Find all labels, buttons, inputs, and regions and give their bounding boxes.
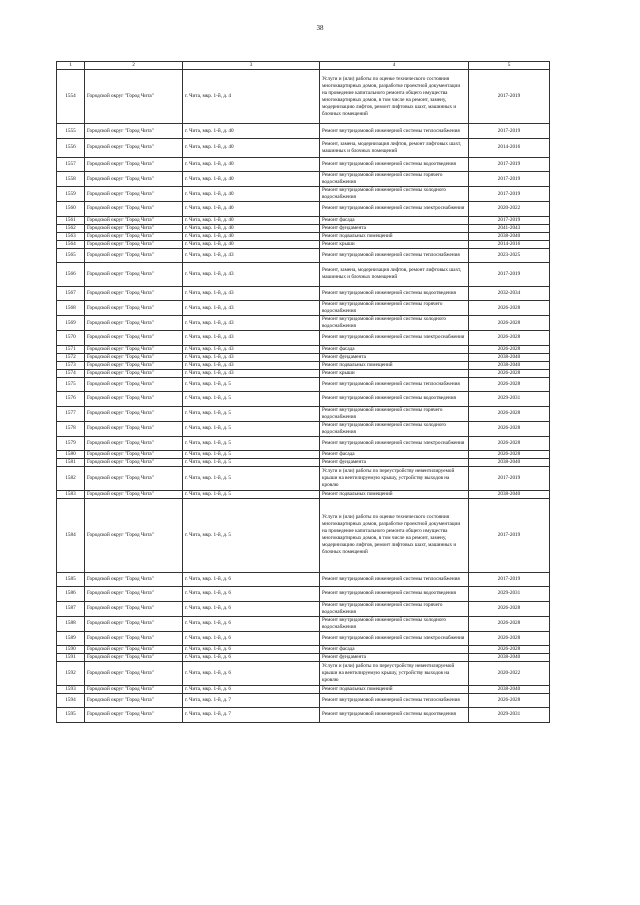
header-col-2: 2 <box>85 62 183 70</box>
row-address: г. Чита, мкр. 1-й, д. 40 <box>183 240 320 248</box>
row-period: 2032-2034 <box>469 286 550 300</box>
row-number: 1560 <box>57 202 85 216</box>
table-row <box>57 708 550 722</box>
row-number: 1571 <box>57 345 85 353</box>
table-row <box>57 353 550 361</box>
table-row <box>57 572 550 586</box>
row-period: 2017-2019 <box>469 467 550 491</box>
table-row <box>57 654 550 662</box>
header-col-4: 4 <box>320 62 469 70</box>
capital-repair-table <box>56 61 550 723</box>
row-address: г. Чита, мкр. 1-й, д. 5 <box>183 498 320 572</box>
table-row <box>57 406 550 421</box>
row-number: 1588 <box>57 616 85 631</box>
row-work-type: Ремонт крыши <box>320 240 469 248</box>
row-address: г. Чита, мкр. 1-й, д. 43 <box>183 369 320 377</box>
row-work-type: Ремонт внутридомовой инженерной системы водоотведения <box>320 286 469 300</box>
row-number: 1583 <box>57 490 85 498</box>
row-work-type: Ремонт фасада <box>320 646 469 654</box>
row-period: 2020-2022 <box>469 662 550 686</box>
row-municipality: Городской округ "Город Чита" <box>85 587 183 601</box>
row-number: 1592 <box>57 662 85 686</box>
row-work-type: Ремонт внутридомовой инженерной системы водоотведения <box>320 157 469 171</box>
row-period: 2038-2040 <box>469 685 550 693</box>
row-municipality: Городской округ "Город Чита" <box>85 263 183 287</box>
row-municipality: Городской округ "Город Чита" <box>85 616 183 631</box>
row-number: 1577 <box>57 406 85 421</box>
row-period: 2026-2028 <box>469 301 550 316</box>
row-address: г. Чита, мкр. 1-й, д. 43 <box>183 353 320 361</box>
row-municipality: Городской округ "Город Чита" <box>85 498 183 572</box>
table-row <box>57 631 550 645</box>
row-work-type: Ремонт внутридомовой инженерной системы водоотведения <box>320 587 469 601</box>
table-row <box>57 662 550 686</box>
table-row <box>57 172 550 187</box>
row-period: 2026-2028 <box>469 693 550 707</box>
row-work-type: Ремонт подвальных помещений <box>320 490 469 498</box>
row-municipality: Городской округ "Город Чита" <box>85 646 183 654</box>
row-work-type: Ремонт внутридомовой инженерной системы горячего водоснабжения <box>320 172 469 187</box>
row-number: 1555 <box>57 124 85 138</box>
row-number: 1579 <box>57 436 85 450</box>
table-header-row <box>57 62 550 70</box>
table-row <box>57 263 550 287</box>
row-number: 1593 <box>57 685 85 693</box>
row-address: г. Чита, мкр. 1-й, д. 4 <box>183 70 320 124</box>
table-row <box>57 377 550 391</box>
row-work-type: Ремонт внутридомовой инженерной системы теплоснабжения <box>320 693 469 707</box>
row-work-type: Ремонт внутридомовой инженерной системы теплоснабжения <box>320 248 469 262</box>
row-municipality: Городской округ "Город Чита" <box>85 353 183 361</box>
row-work-type: Ремонт фундамента <box>320 459 469 467</box>
row-municipality: Городской округ "Город Чита" <box>85 124 183 138</box>
table-row <box>57 693 550 707</box>
row-municipality: Городской округ "Город Чита" <box>85 654 183 662</box>
row-period: 2017-2019 <box>469 157 550 171</box>
row-number: 1591 <box>57 654 85 662</box>
row-municipality: Городской округ "Город Чита" <box>85 421 183 436</box>
row-address: г. Чита, мкр. 1-й, д. 5 <box>183 467 320 491</box>
row-municipality: Городской округ "Город Чита" <box>85 459 183 467</box>
row-municipality: Городской округ "Город Чита" <box>85 392 183 406</box>
row-number: 1575 <box>57 377 85 391</box>
row-address: г. Чита, мкр. 1-й, д. 5 <box>183 451 320 459</box>
row-number: 1586 <box>57 587 85 601</box>
row-number: 1567 <box>57 286 85 300</box>
row-municipality: Городской округ "Город Чита" <box>85 631 183 645</box>
row-number: 1564 <box>57 240 85 248</box>
header-col-5: 5 <box>469 62 550 70</box>
row-number: 1561 <box>57 216 85 224</box>
row-municipality: Городской округ "Город Чита" <box>85 572 183 586</box>
row-number: 1559 <box>57 187 85 202</box>
row-address: г. Чита, мкр. 1-й, д. 43 <box>183 286 320 300</box>
row-period: 2038-2040 <box>469 232 550 240</box>
row-work-type: Ремонт фасада <box>320 345 469 353</box>
header-col-1: 1 <box>57 62 85 70</box>
row-number: 1582 <box>57 467 85 491</box>
row-work-type: Ремонт подвальных помещений <box>320 232 469 240</box>
row-municipality: Городской округ "Город Чита" <box>85 436 183 450</box>
row-number: 1576 <box>57 392 85 406</box>
row-period: 2026-2028 <box>469 406 550 421</box>
row-municipality: Городской округ "Город Чита" <box>85 490 183 498</box>
row-number: 1558 <box>57 172 85 187</box>
row-municipality: Городской округ "Город Чита" <box>85 172 183 187</box>
row-work-type: Ремонт внутридомовой инженерной системы горячего водоснабжения <box>320 601 469 616</box>
row-work-type: Ремонт фасада <box>320 216 469 224</box>
row-period: 2014-2016 <box>469 138 550 157</box>
row-period: 2017-2019 <box>469 172 550 187</box>
row-work-type: Ремонт подвальных помещений <box>320 685 469 693</box>
row-address: г. Чита, мкр. 1-й, д. 43 <box>183 248 320 262</box>
row-period: 2026-2028 <box>469 601 550 616</box>
table-row <box>57 157 550 171</box>
table-row <box>57 451 550 459</box>
row-period: 2038-2040 <box>469 361 550 369</box>
row-number: 1572 <box>57 353 85 361</box>
row-address: г. Чита, мкр. 1-й, д. 6 <box>183 631 320 645</box>
row-address: г. Чита, мкр. 1-й, д. 6 <box>183 601 320 616</box>
row-period: 2026-2028 <box>469 345 550 353</box>
row-number: 1566 <box>57 263 85 287</box>
table-row <box>57 601 550 616</box>
row-municipality: Городской округ "Город Чита" <box>85 316 183 331</box>
row-period: 2029-2031 <box>469 708 550 722</box>
row-period: 2026-2028 <box>469 631 550 645</box>
row-period: 2029-2031 <box>469 392 550 406</box>
table-row <box>57 459 550 467</box>
row-period: 2041-2043 <box>469 224 550 232</box>
table-row <box>57 316 550 331</box>
table-row <box>57 224 550 232</box>
table-row <box>57 498 550 572</box>
row-municipality: Городской округ "Город Чита" <box>85 138 183 157</box>
row-municipality: Городской округ "Город Чита" <box>85 248 183 262</box>
row-address: г. Чита, мкр. 1-й, д. 5 <box>183 490 320 498</box>
row-address: г. Чита, мкр. 1-й, д. 5 <box>183 459 320 467</box>
row-period: 2038-2040 <box>469 490 550 498</box>
row-work-type: Ремонт внутридомовой инженерной системы теплоснабжения <box>320 377 469 391</box>
table-row <box>57 369 550 377</box>
row-address: г. Чита, мкр. 1-й, д. 5 <box>183 421 320 436</box>
row-period: 2014-2016 <box>469 240 550 248</box>
row-period: 2026-2028 <box>469 616 550 631</box>
row-municipality: Городской округ "Город Чита" <box>85 157 183 171</box>
row-address: г. Чита, мкр. 1-й, д. 43 <box>183 331 320 345</box>
row-number: 1581 <box>57 459 85 467</box>
row-number: 1554 <box>57 70 85 124</box>
row-address: г. Чита, мкр. 1-й, д. 5 <box>183 436 320 450</box>
header-col-3: 3 <box>183 62 320 70</box>
row-address: г. Чита, мкр. 1-й, д. 40 <box>183 172 320 187</box>
row-municipality: Городской округ "Город Чита" <box>85 693 183 707</box>
row-municipality: Городской округ "Город Чита" <box>85 331 183 345</box>
row-number: 1578 <box>57 421 85 436</box>
row-work-type: Услуги и (или) работы по переустройству невентилируемой крыши на вентилируемую крышу, устройству выходов на кровлю <box>320 662 469 686</box>
row-work-type: Ремонт внутридомовой инженерной системы холодного водоснабжения <box>320 421 469 436</box>
row-work-type: Ремонт фундамента <box>320 654 469 662</box>
row-municipality: Городской округ "Город Чита" <box>85 224 183 232</box>
row-period: 2038-2040 <box>469 459 550 467</box>
table-row <box>57 202 550 216</box>
row-address: г. Чита, мкр. 1-й, д. 43 <box>183 361 320 369</box>
row-work-type: Ремонт внутридомовой инженерной системы теплоснабжения <box>320 572 469 586</box>
row-work-type: Ремонт внутридомовой инженерной системы электроснабжения <box>320 331 469 345</box>
row-municipality: Городской округ "Город Чита" <box>85 345 183 353</box>
table-row <box>57 646 550 654</box>
row-work-type: Ремонт фундамента <box>320 353 469 361</box>
row-address: г. Чита, мкр. 1-й, д. 40 <box>183 157 320 171</box>
row-municipality: Городской округ "Город Чита" <box>85 708 183 722</box>
row-number: 1589 <box>57 631 85 645</box>
row-municipality: Городской округ "Город Чита" <box>85 377 183 391</box>
row-work-type: Ремонт подвальных помещений <box>320 361 469 369</box>
row-work-type: Ремонт внутридомовой инженерной системы горячего водоснабжения <box>320 406 469 421</box>
row-period: 2026-2028 <box>469 451 550 459</box>
row-address: г. Чита, мкр. 1-й, д. 43 <box>183 263 320 287</box>
row-address: г. Чита, мкр. 1-й, д. 6 <box>183 572 320 586</box>
row-address: г. Чита, мкр. 1-й, д. 43 <box>183 316 320 331</box>
row-work-type: Ремонт внутридомовой инженерной системы водоотведения <box>320 708 469 722</box>
row-address: г. Чита, мкр. 1-й, д. 7 <box>183 708 320 722</box>
row-address: г. Чита, мкр. 1-й, д. 40 <box>183 138 320 157</box>
table-row <box>57 187 550 202</box>
row-municipality: Городской округ "Город Чита" <box>85 70 183 124</box>
page-number: 38 <box>316 24 324 32</box>
row-number: 1584 <box>57 498 85 572</box>
row-number: 1587 <box>57 601 85 616</box>
row-period: 2026-2028 <box>469 377 550 391</box>
row-number: 1580 <box>57 451 85 459</box>
row-period: 2017-2019 <box>469 572 550 586</box>
row-number: 1562 <box>57 224 85 232</box>
row-number: 1563 <box>57 232 85 240</box>
row-municipality: Городской округ "Город Чита" <box>85 601 183 616</box>
row-address: г. Чита, мкр. 1-й, д. 6 <box>183 662 320 686</box>
row-municipality: Городской округ "Город Чита" <box>85 369 183 377</box>
row-number: 1570 <box>57 331 85 345</box>
table-row <box>57 216 550 224</box>
row-address: г. Чита, мкр. 1-й, д. 40 <box>183 124 320 138</box>
row-address: г. Чита, мкр. 1-й, д. 6 <box>183 616 320 631</box>
row-period: 2017-2019 <box>469 124 550 138</box>
table-row <box>57 248 550 262</box>
row-work-type: Ремонт внутридомовой инженерной системы горячего водоснабжения <box>320 301 469 316</box>
row-work-type: Ремонт фасада <box>320 451 469 459</box>
row-work-type: Ремонт внутридомовой инженерной системы холодного водоснабжения <box>320 187 469 202</box>
row-period: 2026-2028 <box>469 331 550 345</box>
row-period: 2017-2019 <box>469 498 550 572</box>
row-period: 2038-2040 <box>469 654 550 662</box>
row-municipality: Городской округ "Город Чита" <box>85 467 183 491</box>
row-work-type: Ремонт крыши <box>320 369 469 377</box>
table-row <box>57 587 550 601</box>
row-address: г. Чита, мкр. 1-й, д. 7 <box>183 693 320 707</box>
row-municipality: Городской округ "Город Чита" <box>85 286 183 300</box>
table-row <box>57 286 550 300</box>
table-row <box>57 361 550 369</box>
row-work-type: Услуги и (или) работы по оценке технического состояния многоквартирных домов, разработке проектной документации на проведение капитального ремонта общего имущества многоквартирных домов, в том числе на ремонт, замену, модернизацию лифтов, ремонт лифтовых шахт, машинных и блочных помещений <box>320 498 469 572</box>
row-period: 2038-2040 <box>469 353 550 361</box>
row-work-type: Ремонт внутридомовой инженерной системы электроснабжения <box>320 631 469 645</box>
table-row <box>57 70 550 124</box>
table-row <box>57 345 550 353</box>
row-address: г. Чита, мкр. 1-й, д. 40 <box>183 202 320 216</box>
row-period: 2026-2028 <box>469 421 550 436</box>
row-period: 2026-2028 <box>469 369 550 377</box>
row-municipality: Городской округ "Город Чита" <box>85 361 183 369</box>
table-row <box>57 392 550 406</box>
row-work-type: Ремонт внутридомовой инженерной системы электроснабжения <box>320 436 469 450</box>
row-address: г. Чита, мкр. 1-й, д. 6 <box>183 587 320 601</box>
row-number: 1565 <box>57 248 85 262</box>
row-municipality: Городской округ "Город Чита" <box>85 406 183 421</box>
row-address: г. Чита, мкр. 1-й, д. 43 <box>183 345 320 353</box>
table-row <box>57 421 550 436</box>
row-work-type: Ремонт внутридомовой инженерной системы водоотведения <box>320 392 469 406</box>
row-municipality: Городской округ "Город Чита" <box>85 216 183 224</box>
row-municipality: Городской округ "Город Чита" <box>85 662 183 686</box>
row-number: 1590 <box>57 646 85 654</box>
table-row <box>57 232 550 240</box>
row-number: 1573 <box>57 361 85 369</box>
row-work-type: Ремонт внутридомовой инженерной системы теплоснабжения <box>320 124 469 138</box>
row-municipality: Городской округ "Город Чита" <box>85 451 183 459</box>
row-work-type: Услуги и (или) работы по переустройству невентилируемой крыши на вентилируемую крышу, устройству выходов на кровлю <box>320 467 469 491</box>
row-municipality: Городской округ "Город Чита" <box>85 232 183 240</box>
row-number: 1585 <box>57 572 85 586</box>
row-number: 1569 <box>57 316 85 331</box>
table-row <box>57 490 550 498</box>
row-address: г. Чита, мкр. 1-й, д. 6 <box>183 685 320 693</box>
table-row <box>57 331 550 345</box>
row-work-type: Ремонт внутридомовой инженерной системы холодного водоснабжения <box>320 316 469 331</box>
row-address: г. Чита, мкр. 1-й, д. 6 <box>183 654 320 662</box>
table-row <box>57 616 550 631</box>
row-period: 2029-2031 <box>469 587 550 601</box>
row-address: г. Чита, мкр. 1-й, д. 40 <box>183 224 320 232</box>
row-number: 1595 <box>57 708 85 722</box>
table-row <box>57 467 550 491</box>
row-municipality: Городской округ "Город Чита" <box>85 202 183 216</box>
row-period: 2017-2019 <box>469 70 550 124</box>
row-number: 1556 <box>57 138 85 157</box>
row-number: 1557 <box>57 157 85 171</box>
row-work-type: Ремонт, замена, модернизация лифтов, ремонт лифтовых шахт, машинных и блочных помещений <box>320 138 469 157</box>
row-address: г. Чита, мкр. 1-й, д. 5 <box>183 406 320 421</box>
row-work-type: Ремонт, замена, модернизация лифтов, ремонт лифтовых шахт, машинных и блочных помещений <box>320 263 469 287</box>
row-municipality: Городской округ "Город Чита" <box>85 685 183 693</box>
row-address: г. Чита, мкр. 1-й, д. 5 <box>183 392 320 406</box>
row-period: 2023-2025 <box>469 248 550 262</box>
row-municipality: Городской округ "Город Чита" <box>85 240 183 248</box>
row-period: 2017-2019 <box>469 187 550 202</box>
row-address: г. Чита, мкр. 1-й, д. 6 <box>183 646 320 654</box>
table-row <box>57 124 550 138</box>
row-municipality: Городской округ "Город Чита" <box>85 301 183 316</box>
row-work-type: Ремонт внутридомовой инженерной системы электроснабжения <box>320 202 469 216</box>
row-address: г. Чита, мкр. 1-й, д. 40 <box>183 232 320 240</box>
table-row <box>57 138 550 157</box>
table-row <box>57 685 550 693</box>
table-row <box>57 240 550 248</box>
row-period: 2020-2022 <box>469 202 550 216</box>
row-number: 1568 <box>57 301 85 316</box>
row-work-type: Услуги и (или) работы по оценке технического состояния многоквартирных домов, разработке проектной документации на проведение капитального ремонта общего имущества многоквартирных домов, в том числе на ремонт, замену, модернизацию лифтов, ремонт лифтовых шахт, машинных и блочных помещений <box>320 70 469 124</box>
row-address: г. Чита, мкр. 1-й, д. 5 <box>183 377 320 391</box>
row-period: 2026-2028 <box>469 436 550 450</box>
row-address: г. Чита, мкр. 1-й, д. 43 <box>183 301 320 316</box>
row-work-type: Ремонт внутридомовой инженерной системы холодного водоснабжения <box>320 616 469 631</box>
table-row <box>57 301 550 316</box>
table-row <box>57 436 550 450</box>
row-period: 2017-2019 <box>469 263 550 287</box>
row-period: 2026-2028 <box>469 316 550 331</box>
row-address: г. Чита, мкр. 1-й, д. 40 <box>183 187 320 202</box>
row-number: 1594 <box>57 693 85 707</box>
row-period: 2026-2028 <box>469 646 550 654</box>
row-address: г. Чита, мкр. 1-й, д. 40 <box>183 216 320 224</box>
row-municipality: Городской округ "Город Чита" <box>85 187 183 202</box>
row-period: 2017-2019 <box>469 216 550 224</box>
row-work-type: Ремонт фундамента <box>320 224 469 232</box>
row-number: 1574 <box>57 369 85 377</box>
